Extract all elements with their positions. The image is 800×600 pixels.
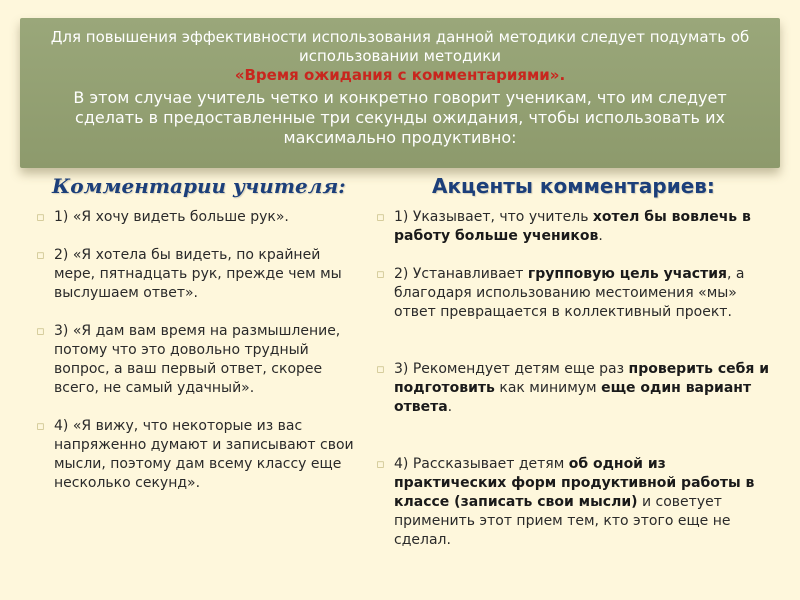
text-emphasis: хотел бы вовлечь в работу больше учеников	[394, 209, 751, 244]
bullet-icon: ▫	[36, 210, 45, 225]
bullet-icon: ▫	[36, 248, 45, 263]
header-accent: «Время ожидания с комментариями».	[234, 66, 566, 84]
bullet-icon: ▫	[376, 210, 385, 225]
header-text-1	[44, 28, 756, 85]
text-part: и советует применить этот прием тем, кто этого еще не сделал.	[394, 494, 731, 548]
text-emphasis: групповую цель участия	[527, 266, 728, 282]
text-part: 3) Рекомендует детям еще раз	[394, 361, 629, 377]
list-item	[372, 208, 782, 246]
text-emphasis: еще один вариант ответа	[394, 380, 752, 415]
list-item	[32, 322, 362, 398]
bullet-icon: ▫	[376, 267, 385, 282]
list-item-text: 3) «Я дам вам время на размышление, потому что это довольно трудный вопрос, а ваш первый ответ, скорее всего, не самый удачный».	[54, 323, 341, 396]
header-line-2: В этом случае учитель четко и конкретно говорит ученикам, что им следует сделать в предоставленные три секунды ожидания, чтобы использовать их максимально продуктивно:	[73, 88, 727, 147]
bullet-icon: ▫	[376, 362, 385, 377]
text-part: , а благодаря использованию местоимения «мы» ответ превращается в коллективный проект.	[394, 266, 745, 320]
text-part: .	[598, 228, 603, 244]
list-item-text: 1) «Я хочу видеть больше рук».	[54, 209, 289, 225]
text-emphasis: проверить себя и подготовить	[394, 361, 770, 396]
list-item	[372, 360, 782, 417]
right-column-title: Акценты комментариев:	[432, 174, 715, 198]
bullet-icon: ▫	[36, 419, 45, 434]
text-part: 1) Указывает, что учитель	[394, 209, 593, 225]
text-emphasis: об одной из практических форм продуктивной работы в классе (записать свои мысли)	[394, 456, 755, 510]
text-part: 2) Устанавливает	[394, 266, 528, 282]
list-item-text: 2) «Я хотела бы видеть, по крайней мере, пятнадцать рук, прежде чем мы выслушаем ответ».	[54, 247, 342, 301]
text-part: 4) Рассказывает детям	[394, 456, 569, 472]
text-part: .	[447, 399, 453, 415]
list-item	[372, 455, 782, 550]
text-part: как минимум	[494, 380, 602, 396]
right-column	[372, 208, 782, 569]
list-item	[32, 208, 362, 227]
left-column	[32, 208, 362, 512]
list-item	[372, 265, 782, 322]
left-column-title: Комментарии учителя:	[52, 174, 346, 198]
bullet-icon: ▫	[36, 324, 45, 339]
header-line-1: Для повышения эффективности использования данной методики следует подумать об использовании методики	[50, 28, 750, 65]
list-item	[32, 246, 362, 303]
list-item	[32, 417, 362, 493]
list-item-text: 4) «Я вижу, что некоторые из вас напряженно думают и записывают свои мысли, поэтому дам всему классу еще несколько секунд».	[54, 418, 354, 491]
header-panel	[20, 18, 780, 168]
bullet-icon: ▫	[376, 457, 385, 472]
